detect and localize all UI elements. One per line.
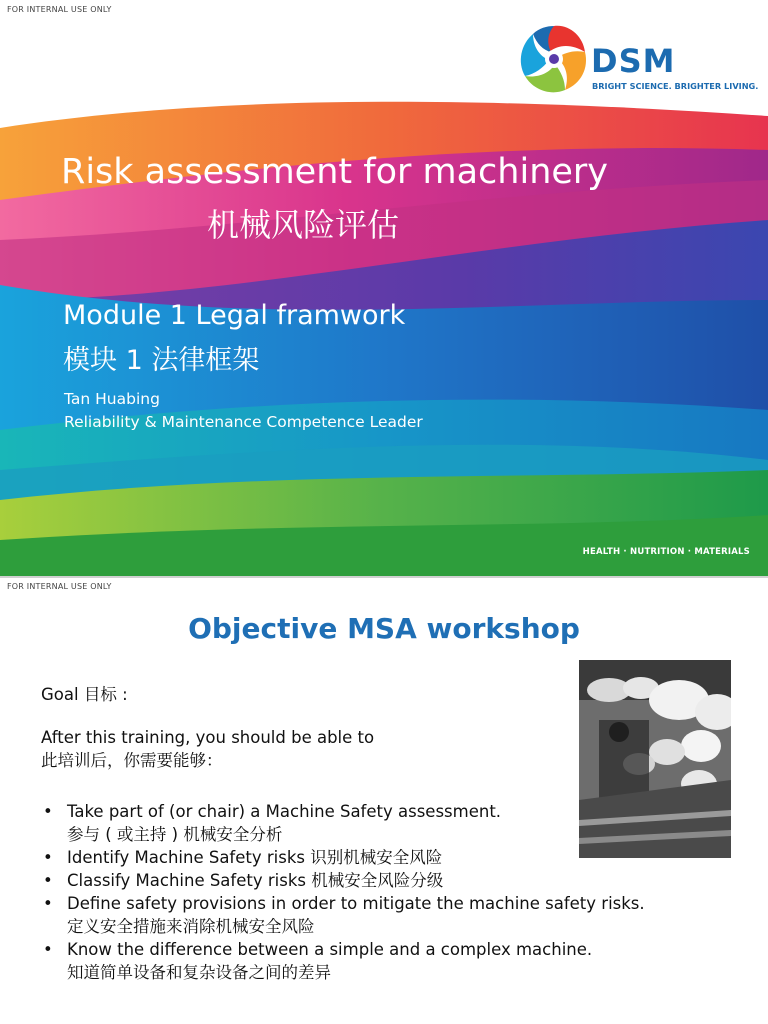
- objective-slide: [0, 578, 768, 1024]
- intro-chinese: 此培训后，你需要能够：: [41, 751, 223, 770]
- list-item-english: Define safety provisions in order to mitigate the machine safety risks.: [67, 894, 645, 913]
- list-item-english: Take part of (or chair) a Machine Safety assessment.: [67, 802, 502, 821]
- intro-text: [41, 726, 374, 772]
- classification-label: FOR INTERNAL USE ONLY: [7, 582, 112, 591]
- slide-title: Objective MSA workshop: [188, 612, 580, 645]
- list-item-english: Classify Machine Safety risks 机械安全风险分级: [67, 871, 444, 890]
- dsm-logo-tagline: BRIGHT SCIENCE. BRIGHTER LIVING.: [592, 81, 759, 91]
- bullet-marker: •: [43, 940, 53, 959]
- dsm-logo-mark: [517, 22, 591, 96]
- bullet-marker: •: [43, 848, 53, 867]
- list-item-chinese: 参与 ( 或主持 ) 机械安全分析: [67, 825, 283, 844]
- footer-tagline: HEALTH · NUTRITION · MATERIALS: [582, 547, 750, 557]
- module-title-english: Module 1 Legal framwork: [63, 300, 406, 331]
- slide-title-english: Risk assessment for machinery: [61, 152, 609, 192]
- dsm-logo-text: DSM: [591, 42, 676, 80]
- bullet-marker: •: [43, 894, 53, 913]
- list-item: [41, 800, 645, 846]
- bullet-marker: •: [43, 802, 53, 821]
- dsm-logo: [517, 22, 757, 100]
- classification-label: FOR INTERNAL USE ONLY: [7, 5, 112, 14]
- factory-photo: [579, 660, 731, 858]
- list-item: [41, 892, 645, 938]
- list-item: [41, 938, 645, 984]
- bullet-marker: •: [43, 871, 53, 890]
- module-title-chinese: 模块 1 法律框架: [63, 345, 260, 376]
- goal-heading: Goal 目标 :: [41, 685, 128, 704]
- list-item-english: Know the difference between a simple and a complex machine.: [67, 940, 593, 959]
- objective-list: [41, 800, 645, 984]
- presenter-name: Tan Huabing: [64, 390, 160, 408]
- list-item: [41, 846, 645, 869]
- intro-english: After this training, you should be able to: [41, 728, 375, 747]
- list-item-english: Identify Machine Safety risks 识别机械安全风险: [67, 848, 443, 867]
- slide-title-chinese: 机械风险评估: [207, 206, 400, 244]
- textile-machinery-image: [579, 660, 731, 858]
- presenter-role: Reliability & Maintenance Competence Leader: [64, 413, 423, 431]
- list-item-chinese: 定义安全措施来消除机械安全风险: [67, 917, 315, 936]
- list-item-chinese: 知道简单设备和复杂设备之间的差异: [67, 963, 331, 982]
- list-item: [41, 869, 645, 892]
